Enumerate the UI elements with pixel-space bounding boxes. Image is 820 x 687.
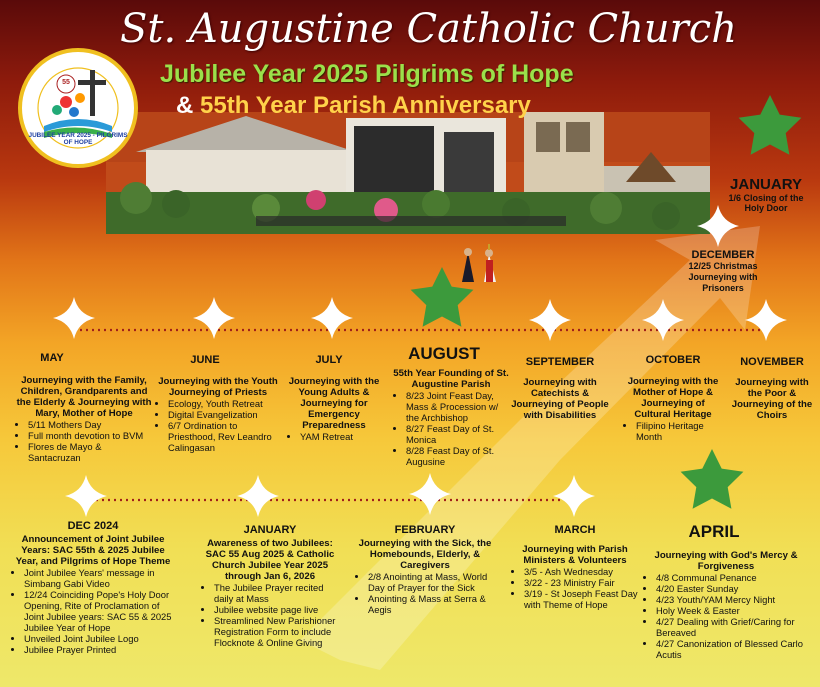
month-march — [510, 524, 640, 610]
month-description: 1/6 Closing of the Holy Door — [728, 193, 804, 213]
list-item: • 4/8 Communal Penance — [656, 572, 810, 583]
month-october — [622, 354, 724, 442]
list-item: • 12/24 Coinciding Pope's Holy Door Opening, Rite of Proclamation of Joint Jubilee years: SAC 55 & 2025 Jubilee Year of Hope — [24, 589, 176, 633]
list-item: • Unveiled Joint Jubilee Logo — [24, 633, 176, 644]
star-june — [193, 297, 235, 339]
month-description: Journeying with the Young Adults & Journeying for Emergency Preparedness — [288, 376, 380, 431]
month-description: Journeying with the Sick, the Homebounds, Elderly, & Caregivers — [358, 538, 492, 571]
list-item: • YAM Retreat — [300, 431, 382, 442]
star-dec2024 — [65, 475, 107, 517]
month-description: Journeying with God's Mercy & Forgiveness — [654, 550, 798, 572]
month-january — [200, 524, 340, 648]
list-item: • Flores de Mayo & Santacruzan — [28, 441, 154, 463]
month-dec-2024 — [10, 520, 176, 655]
month-description: Journeying with the Poor & Journeying of the Choirs — [731, 377, 813, 421]
month-description: Journeying with Catechists & Journeying of People with Disabilities — [511, 377, 609, 421]
month-description: Journeying with the Youth Journeying of Priests — [158, 376, 278, 398]
jubilee-subtitle: Jubilee Year 2025 Pilgrims of Hope — [160, 60, 574, 88]
month-title: OCTOBER — [645, 354, 701, 366]
month-february — [354, 524, 496, 615]
star-january — [237, 475, 279, 517]
month-june — [154, 354, 282, 453]
list-item: • Jubilee website page live — [214, 604, 340, 615]
month-december — [664, 249, 782, 294]
star-march — [553, 475, 595, 517]
month-title: MARCH — [554, 524, 596, 536]
list-item: • 3/22 - 23 Ministry Fair — [524, 577, 640, 588]
list-item: • 4/20 Easter Sunday — [656, 583, 810, 594]
green-star-january-2026 — [739, 95, 802, 155]
list-item: • Joint Jubilee Years' message in Simbang Gabi Video — [24, 567, 176, 589]
month-description: Journeying with Parish Ministers & Volunteers — [522, 544, 628, 566]
star-september — [529, 299, 571, 341]
month-july — [286, 354, 382, 442]
month-items — [200, 582, 340, 648]
month-description: Awareness of two Jubilees: SAC 55 Aug 2025 & Catholic Church Jubilee Year 2025 through Jan 6, 2026 — [205, 538, 335, 582]
month-items — [392, 390, 510, 467]
month-title: SEPTEMBER — [525, 356, 595, 368]
list-item: • 8/23 Joint Feast Day, Mass & Procession w/ the Archbishop — [406, 390, 510, 423]
month-august — [392, 344, 510, 467]
list-item: • Jubilee Prayer Printed — [24, 644, 176, 655]
month-may — [14, 352, 154, 463]
month-title: DEC 2024 — [67, 520, 119, 532]
list-item: • 8/27 Feast Day of St. Monica — [406, 423, 510, 445]
list-item: • Digital Evangelization — [168, 409, 282, 420]
month-description: Journeying with the Mother of Hope & Journeying of Cultural Heritage — [627, 376, 719, 420]
month-title: AUGUST — [408, 344, 480, 363]
list-item: • 8/28 Feast Day of St. Augusine — [406, 445, 510, 467]
month-items — [154, 398, 282, 453]
list-item: • 3/5 - Ash Wednesday — [524, 566, 640, 577]
page-title: St. Augustine Catholic Church — [120, 6, 737, 52]
month-title: MAY — [40, 352, 64, 364]
list-item: • Ecology, Youth Retreat — [168, 398, 282, 409]
list-item: • 3/19 - St Joseph Feast Day with Theme of Hope — [524, 588, 640, 610]
star-february — [409, 473, 451, 515]
list-item: • Streamlined New Parishioner Registration Form to include Flocknote & Online Giving — [214, 615, 340, 648]
logo-ring-text: JUBILEE YEAR 2025 - PILGRIMS OF HOPE — [28, 132, 128, 146]
list-item: • 5/11 Mothers Day — [28, 419, 154, 430]
month-title: APRIL — [688, 522, 740, 541]
month-description: Announcement of Joint Jubilee Years: SAC 55th & 2025 Jubilee Year, and Pilgrims of Hope Theme — [15, 534, 171, 567]
month-items — [14, 419, 154, 463]
list-item: • 2/8 Anointing at Mass, World Day of Prayer for the Sick — [368, 571, 496, 593]
month-description: Journeying with the Family, Children, Grandparents and the Elderly & Journeying with Mary, Mother of Hope — [16, 375, 152, 419]
month-january-2026 — [718, 176, 814, 213]
month-september — [508, 356, 612, 421]
anniversary-prefix: & — [176, 92, 200, 119]
month-items — [286, 431, 382, 442]
month-title: JUNE — [190, 354, 220, 366]
star-may — [53, 297, 95, 339]
month-description: 12/25 Christmas Journeying with Prisoners — [688, 261, 758, 293]
month-title: FEBRUARY — [394, 524, 456, 536]
month-title: NOVEMBER — [740, 356, 804, 368]
logo-badge-number: 55 — [62, 79, 70, 86]
month-title: JANUARY — [243, 524, 297, 536]
list-item: • 6/7 Ordination to Priesthood, Rev Leandro Calingasan — [168, 420, 282, 453]
month-items — [10, 567, 176, 655]
list-item: • The Jubilee Prayer recited daily at Mass — [214, 582, 340, 604]
list-item: • Anointing & Mass at Serra & Aegis — [368, 593, 496, 615]
star-july — [311, 297, 353, 339]
saints-figures — [456, 244, 502, 284]
month-items — [622, 420, 724, 442]
list-item: • Filipino Heritage Month — [636, 420, 724, 442]
list-item: • Full month devotion to BVM — [28, 430, 154, 441]
month-november — [728, 356, 816, 421]
list-item: • Holy Week & Easter — [656, 605, 810, 616]
list-item: • 4/27 Canonization of Blessed Carlo Acutis — [656, 638, 810, 660]
list-item: • 4/23 Youth/YAM Mercy Night — [656, 594, 810, 605]
list-item: • 4/27 Dealing with Grief/Caring for Bereaved — [656, 616, 810, 638]
month-items — [354, 571, 496, 615]
month-items — [510, 566, 640, 610]
month-title: JULY — [315, 354, 343, 366]
month-april — [642, 522, 810, 660]
month-title: DECEMBER — [691, 249, 755, 261]
anniversary-text: 55th Year Parish Anniversary — [200, 92, 531, 119]
month-items — [642, 572, 810, 660]
green-star-april — [681, 449, 744, 509]
month-description: 55th Year Founding of St. Augustine Parish — [393, 368, 509, 390]
month-title: JANUARY — [730, 176, 802, 193]
star-november — [745, 299, 787, 341]
star-october — [642, 299, 684, 341]
